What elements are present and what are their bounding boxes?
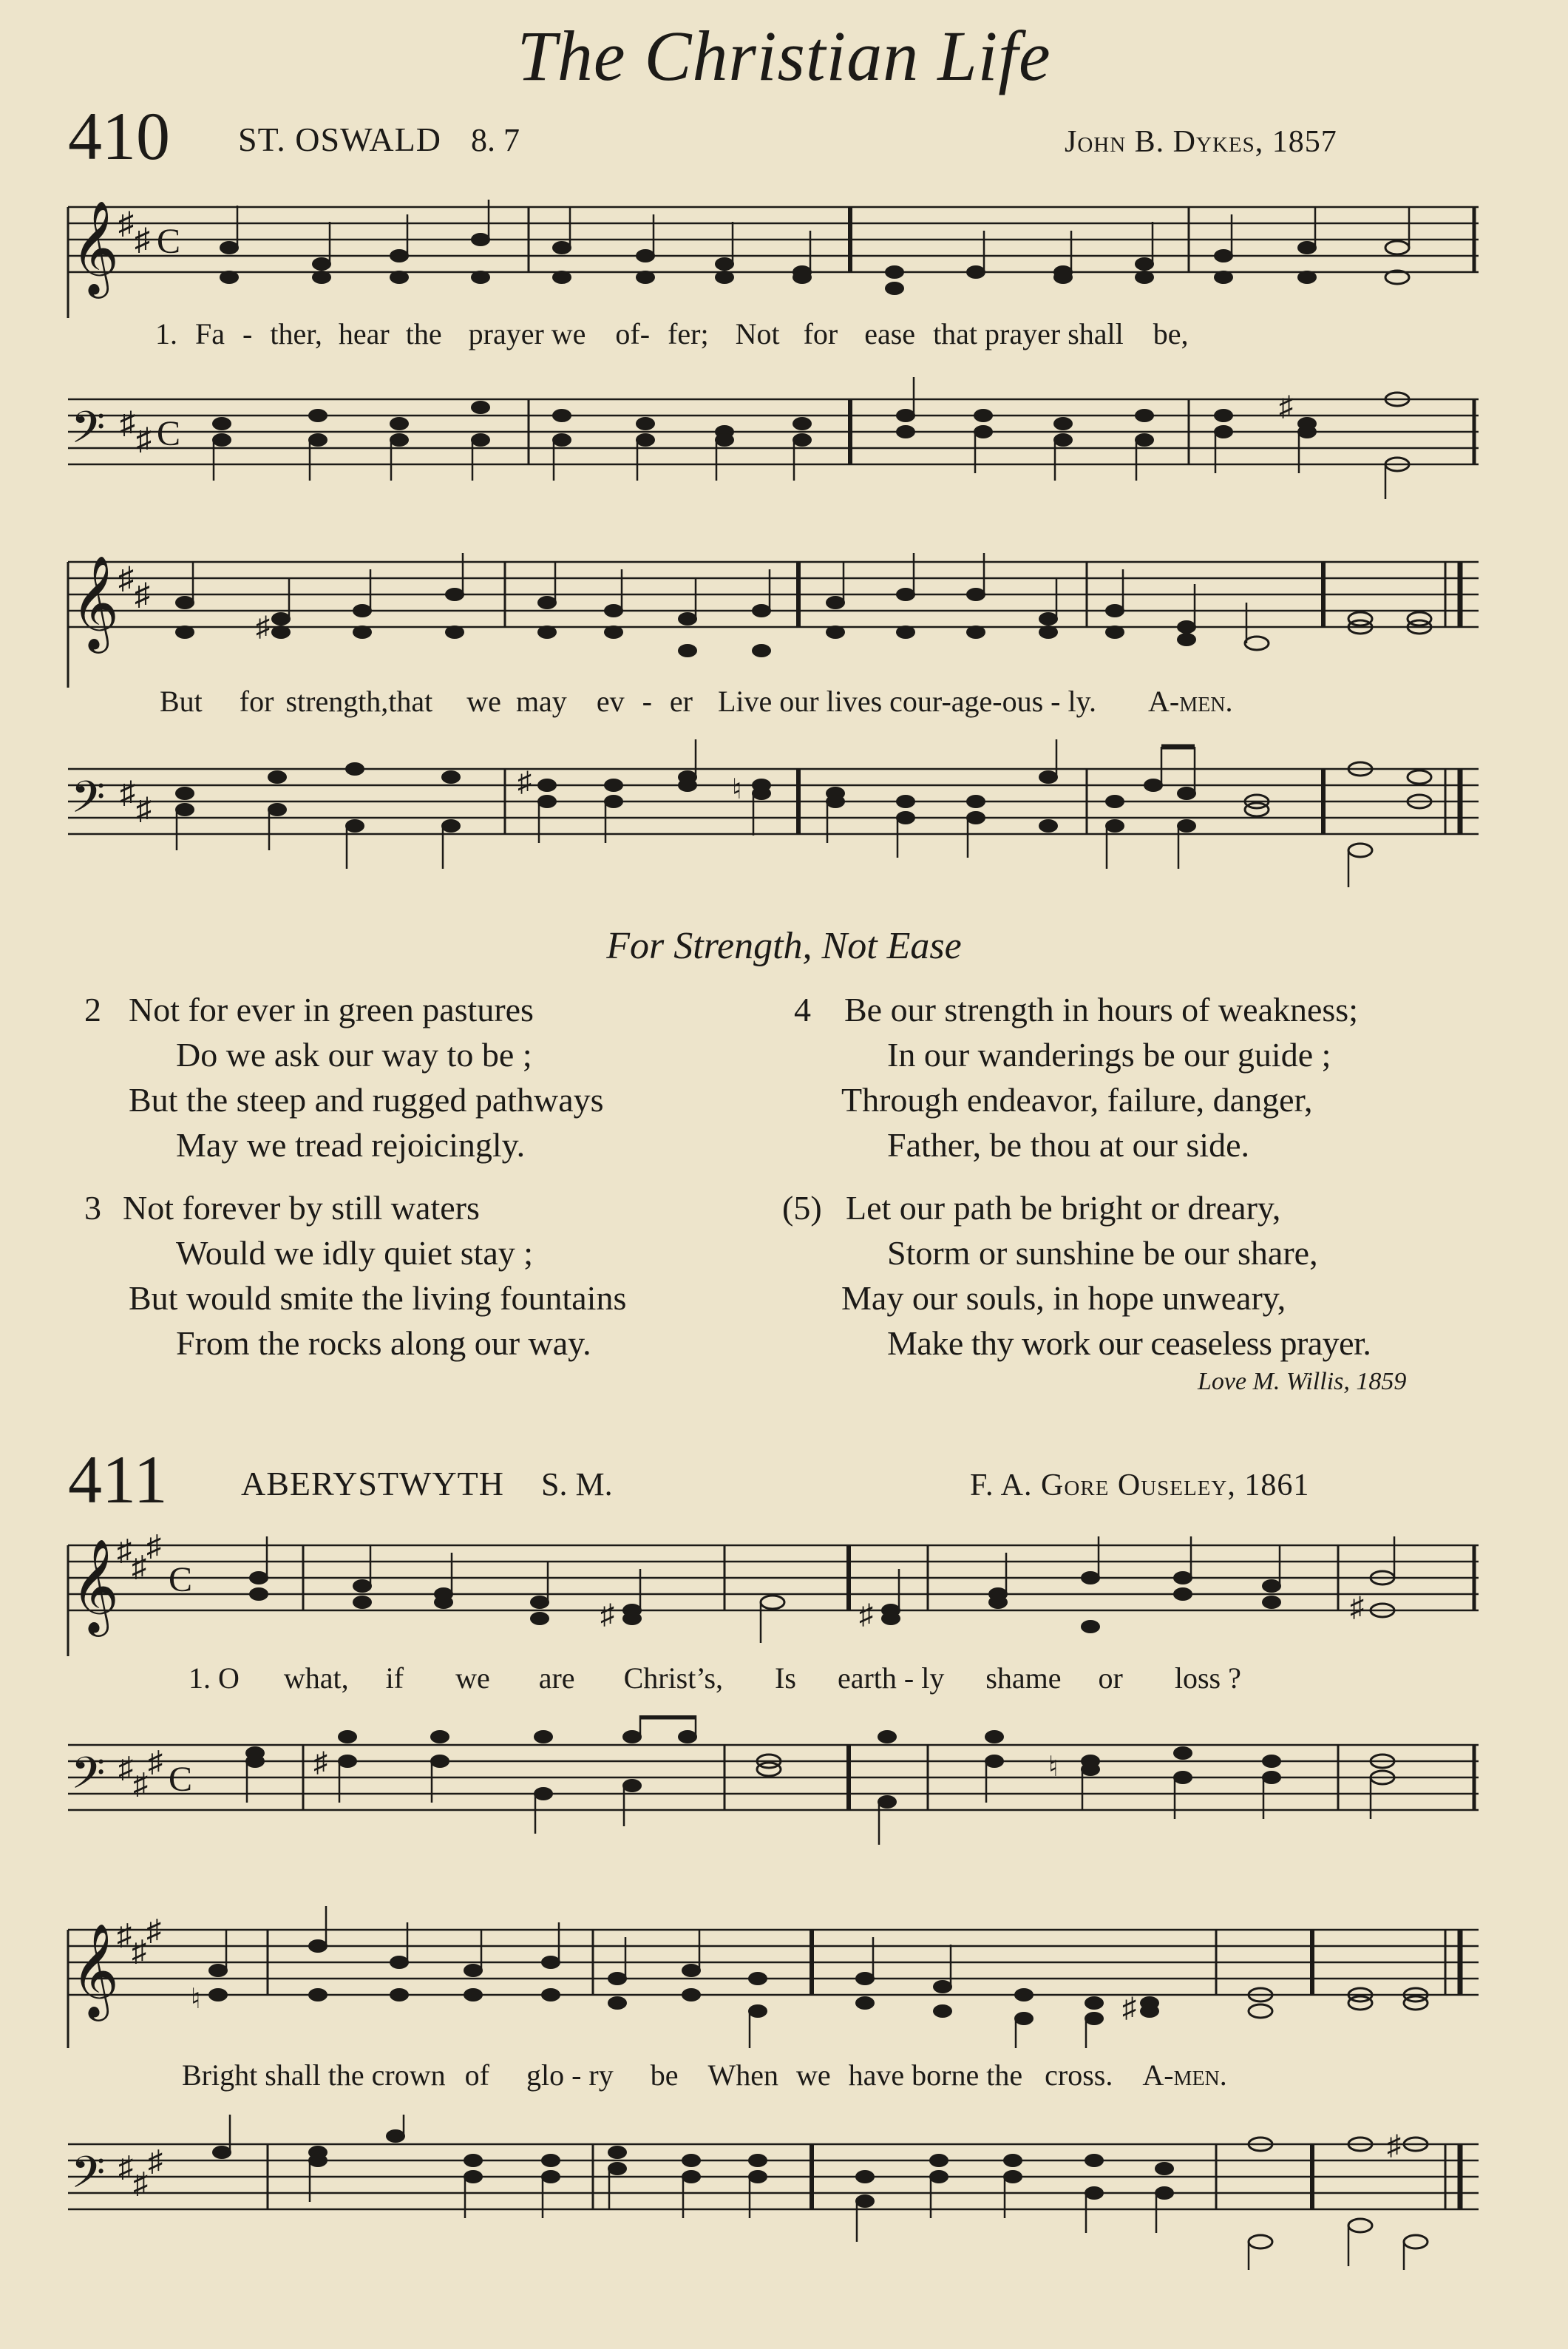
svg-text:♯: ♯ [118,1751,133,1784]
verse-line: But the steep and rugged pathways [129,1081,604,1119]
lyric-syllable: of [464,2058,489,2092]
hymn-411-system-2-bass [0,2115,1568,2270]
hymn-410-system-2-bass [0,739,1568,887]
lyric-syllable: ry [588,2058,614,2092]
amen-label: A-men. [1142,2058,1227,2092]
hymn-410-number: 410 [68,98,170,174]
verse-line: Be our strength in hours of weakness; [844,991,1358,1028]
verse-line: Through endeavor, failure, danger, [841,1081,1313,1119]
lyric-syllable: shame [985,1661,1062,1695]
verse-3 [84,1185,626,1366]
svg-text:𝄢: 𝄢 [71,773,106,833]
lyric-syllable: our [779,685,819,718]
hymn-411-system-1-bass [0,1715,1568,1856]
lyric-syllable: crown [371,2058,446,2092]
lyric-syllable: fer; [668,317,709,350]
svg-text:♯: ♯ [120,776,135,810]
svg-text:♯: ♯ [132,1934,146,1967]
verse-number: (5) [782,1189,822,1227]
lyric-syllable: we [455,1661,490,1695]
lyric-syllable: Fa [195,317,225,350]
svg-text:♯: ♯ [1279,391,1293,422]
lyric-syllable: ly. [1068,685,1097,718]
lyric-syllable: ly [921,1661,945,1695]
lyric-syllable: strength, [285,685,389,718]
lyric-hyphen: - [571,2058,582,2092]
svg-text:♯: ♯ [146,1529,161,1562]
verse-5 [782,1185,1371,1366]
lyric-syllable: of [615,317,640,350]
svg-text:♯: ♯ [120,407,135,441]
lyric-syllable: lives [826,685,883,718]
svg-text:♮: ♮ [732,774,742,805]
hymn-411-system-2-treble [0,1900,1568,2048]
lyric-syllable: be [650,2058,679,2092]
svg-text:𝄢: 𝄢 [71,2149,106,2208]
section-title: The Christian Life [517,16,1051,95]
verse-number: 3 [84,1189,101,1227]
lyric-hyphen: - [242,317,253,350]
hymn-410-lyric-line-1 [155,316,1189,351]
lyric-syllable: earth [837,1661,897,1695]
verse-line: May we tread rejoicingly. [176,1126,526,1164]
svg-text:𝄞: 𝄞 [71,1541,120,1631]
verse-line: Do we ask our way to be ; [176,1036,532,1074]
svg-text:♯: ♯ [600,1599,614,1630]
lyric-syllable: that [933,317,978,350]
lyric-syllable: Christ’s, [623,1661,724,1695]
hymn-411-composer: F. A. Gore Ouseley, 1861 [970,1468,1310,1502]
lyric-syllable: the [327,2058,364,2092]
lyric-syllable: Bright [182,2058,258,2092]
lyric-syllable: Is [775,1661,796,1695]
lyric-syllable: if [385,1661,404,1695]
verse-line: Would we idly quiet stay ; [176,1234,534,1272]
svg-text:♯: ♯ [517,767,532,798]
svg-text:♯: ♯ [135,223,150,257]
lyric-syllable: we [796,2058,831,2092]
hymn-410-tune-line [238,120,520,159]
svg-text:♯: ♯ [859,1599,873,1630]
svg-text:♯: ♯ [136,423,152,457]
verse-2 [84,987,604,1167]
hymn-411-lyric-line-1 [189,1661,1241,1695]
svg-text:C: C [169,1560,193,1599]
lyric-syllable: glo [526,2058,565,2092]
svg-text:♯: ♯ [135,578,150,612]
hymn-410-tune-name: ST. OSWALD [238,121,441,158]
lyric-syllable: shall [265,2058,321,2092]
svg-text:C: C [157,414,181,453]
lyric-syllable: prayer [468,317,544,350]
hymn-410-lyric-line-2 [160,684,1232,719]
lyric-syllable: for [803,317,838,350]
hymn-411-tune-line [241,1464,613,1503]
hymn-410-composer: John B. Dykes, 1857 [1065,125,1337,159]
lyric-syllable: But [160,685,203,718]
svg-text:𝄞: 𝄞 [71,557,120,648]
svg-text:𝄞: 𝄞 [71,1925,120,2016]
lyric-syllable: are [538,1661,575,1695]
lyric-hyphen: - [1051,685,1061,718]
amen-label: A-men. [1148,685,1233,718]
lyric-syllable: 1. [155,317,177,350]
svg-text:♯: ♯ [117,1918,132,1951]
hymn-411-lyric-line-2 [182,2058,1227,2092]
svg-text:♯: ♯ [133,2166,148,2200]
hymn-411-tune-name: ABERYSTWYTH [241,1465,504,1502]
verse-line: Father, be thou at our side. [887,1126,1249,1164]
lyric-syllable: cross. [1045,2058,1113,2092]
svg-text:♯: ♯ [133,1767,148,1800]
verse-4 [794,987,1358,1167]
lyric-syllable: have [848,2058,905,2092]
svg-text:C: C [157,222,181,261]
hymn-411-system-1-treble [0,1508,1568,1656]
lyric-syllable: Live [717,685,773,718]
hymn-410-system-2-treble [0,547,1568,688]
lyric-syllable: may [515,685,567,718]
hymn-410-author: Love M. Willis, 1859 [1198,1368,1407,1395]
lyric-syllable: ease [864,317,916,350]
verse-line: From the rocks along our way. [176,1324,591,1362]
verse-line: Let our path be bright or dreary, [846,1189,1281,1227]
svg-text:𝄢: 𝄢 [71,1749,106,1809]
lyric-hyphen: - [903,1661,914,1695]
lyric-syllable: the [405,317,442,350]
svg-text:♯: ♯ [117,1533,132,1567]
verse-line: Not forever by still waters [123,1189,480,1227]
lyric-syllable: what, [283,1661,349,1695]
lyric-syllable: hear [338,317,390,350]
lyric-syllable: or [1098,1661,1123,1695]
lyric-syllable: for [239,685,274,718]
svg-text:♯: ♯ [118,2150,133,2183]
svg-text:♯: ♯ [118,207,134,241]
svg-text:♯: ♯ [148,1745,163,1778]
svg-text:♯: ♯ [1387,2130,1401,2161]
verse-number: 2 [84,991,101,1028]
lyric-syllable: we [466,685,501,718]
lyric-syllable: ther, [270,317,322,350]
svg-text:♯: ♯ [146,1914,161,1947]
lyric-syllable: 1. O [189,1661,240,1695]
svg-text:♮: ♮ [191,1984,201,2015]
hymn-410-system-1-treble [0,177,1568,318]
svg-text:♯: ♯ [1122,1993,1136,2024]
verse-line: In our wanderings be our guide ; [887,1036,1331,1074]
lyric-syllable: ev [596,685,625,718]
lyric-syllable: the [986,2058,1023,2092]
verse-number: 4 [794,991,811,1028]
lyric-hyphen: - [642,685,652,718]
verse-line: But would smite the living fountains [129,1279,627,1317]
svg-text:𝄞: 𝄞 [71,203,120,293]
lyric-syllable: cour-age-ous [889,685,1044,718]
svg-text:♯: ♯ [256,611,270,643]
verse-line: Not for ever in green pastures [129,991,534,1028]
hymn-410-system-1-bass [0,370,1568,503]
lyric-syllable: When [707,2058,779,2092]
verse-line: May our souls, in hope unweary, [841,1279,1286,1317]
svg-text:♯: ♯ [1350,1592,1364,1623]
hymn-411-meter: S. M. [541,1466,613,1502]
lyric-syllable: Not [735,317,780,350]
lyric-syllable: shall [1068,317,1124,350]
hymn-410-meter: 8. 7 [470,122,520,158]
lyric-syllable: that [388,685,433,718]
lyric-syllable: we [551,317,586,350]
svg-text:♯: ♯ [118,562,134,596]
lyric-syllable: borne [912,2058,980,2092]
lyric-syllable: be, [1153,317,1189,350]
svg-text:C: C [169,1760,193,1799]
lyric-syllable: prayer [985,317,1061,350]
verse-line: Storm or sunshine be our share, [887,1234,1318,1272]
hymn-410-title: For Strength, Not Ease [606,925,962,967]
svg-text:𝄢: 𝄢 [71,404,106,463]
svg-text:♮: ♮ [1048,1752,1059,1783]
verse-line: Make thy work our ceaseless prayer. [887,1324,1371,1362]
svg-text:♯: ♯ [132,1550,146,1583]
svg-text:♯: ♯ [313,1747,327,1778]
svg-text:♯: ♯ [148,2144,163,2177]
lyric-hyphen: - [639,317,651,350]
lyric-syllable: er [669,685,693,718]
lyric-syllable: loss ? [1174,1661,1241,1695]
hymn-411-number: 411 [68,1442,168,1517]
svg-text:♯: ♯ [136,793,152,827]
